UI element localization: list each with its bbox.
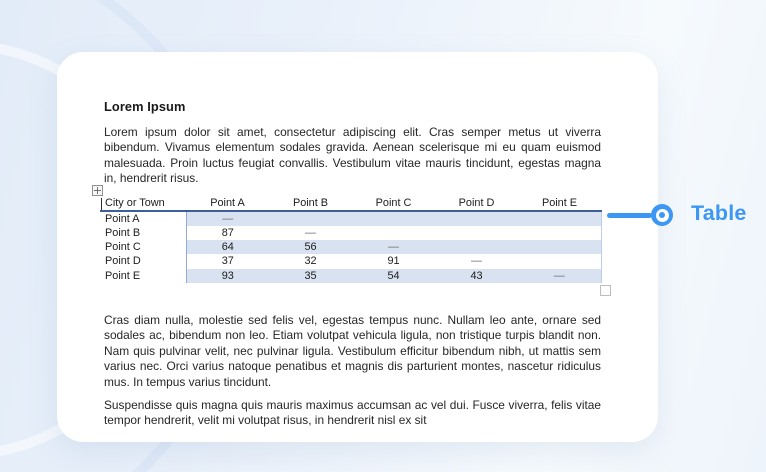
column-header: Point A [186,196,269,211]
table-cell [518,240,601,254]
table-cell [518,226,601,240]
row-label-cell: Point C [100,240,186,254]
paragraph-2: Cras diam nulla, molestie sed felis vel, egestas tempus nunc. Nullam leo ante, ornare sed sodales ac, bibendum non leo. Etiam volutpat vehicula ligula, non tristique turpis blandit non. Nam quis pulvinar velit, nec pulvinar ligula. Vestibulum efficitur bibendum nibh, ut mattis sem varius nec. Orci varius natoque penatibus et magnis dis parturient montes, nascetur ridiculus mus. In tempus varius tincidunt. [104,313,601,389]
table-cell: 43 [435,269,518,283]
table-cell: — [471,255,482,268]
table-cell: 87 [186,226,269,240]
table-cell: 91 [387,255,400,268]
document-card [57,52,658,442]
table-cell [352,226,435,240]
table-row [100,226,601,240]
document-heading: Lorem Ipsum [104,99,186,114]
table-cell: 64 [186,240,269,254]
column-header: Point C [352,196,435,211]
table-row [100,211,601,226]
row-label-cell: Point A [100,211,186,226]
table-cell [435,240,518,254]
city-distance-table [100,196,602,283]
table-move-handle-icon[interactable] [92,185,103,196]
table-cell: — [518,269,601,283]
table-cell [518,254,601,268]
table-cell: 93 [186,269,269,283]
callout-label: Table [691,201,747,225]
table-cell: 35 [269,269,352,283]
paragraph-3: Suspendisse quis magna quis mauris maximus accumsan ac vel dui. Fusce viverra, felis vitae tempor hendrerit, velit mi volutpat risus, in hendrerit nisl ex sit [104,398,601,428]
table-cell [435,226,518,240]
callout-bullseye-icon [651,204,673,226]
table-cell: — [186,211,269,226]
column-header: Point D [435,196,518,211]
table-cell [269,211,352,226]
table-row [100,254,601,268]
table-resize-handle[interactable] [600,285,611,296]
table-cell [352,211,435,226]
column-header: Point E [518,196,601,211]
table-cell: 56 [269,240,352,254]
table-cell [518,211,601,226]
table-cell: — [352,240,435,254]
column-header: City or Town [100,196,186,211]
row-label-cell: Point D [100,254,186,268]
table-cell: 32 [304,255,317,268]
table-cell: — [305,227,316,240]
table-header-row [100,196,601,211]
table-row [100,240,601,254]
callout-line [607,213,652,218]
table-cell: 37 [186,254,269,268]
table-cell [435,211,518,226]
table-row [100,269,601,283]
row-label-cell: Point E [100,269,186,283]
callout-bullseye-ring [656,209,669,222]
callout-bullseye-dot [659,212,666,219]
column-header: Point B [269,196,352,211]
table-cell: 54 [352,269,435,283]
paragraph-1: Lorem ipsum dolor sit amet, consectetur adipiscing elit. Cras semper metus ut viverra bibendum. Vivamus elementum sodales gravida. Aenean scelerisque mi eu quam euismod malesuada. Proin luctus feugiat convallis. Vestibulum vitae mauris tincidunt, egestas magna in, hendrerit risus. [104,125,601,186]
row-label-cell: Point B [100,226,186,240]
